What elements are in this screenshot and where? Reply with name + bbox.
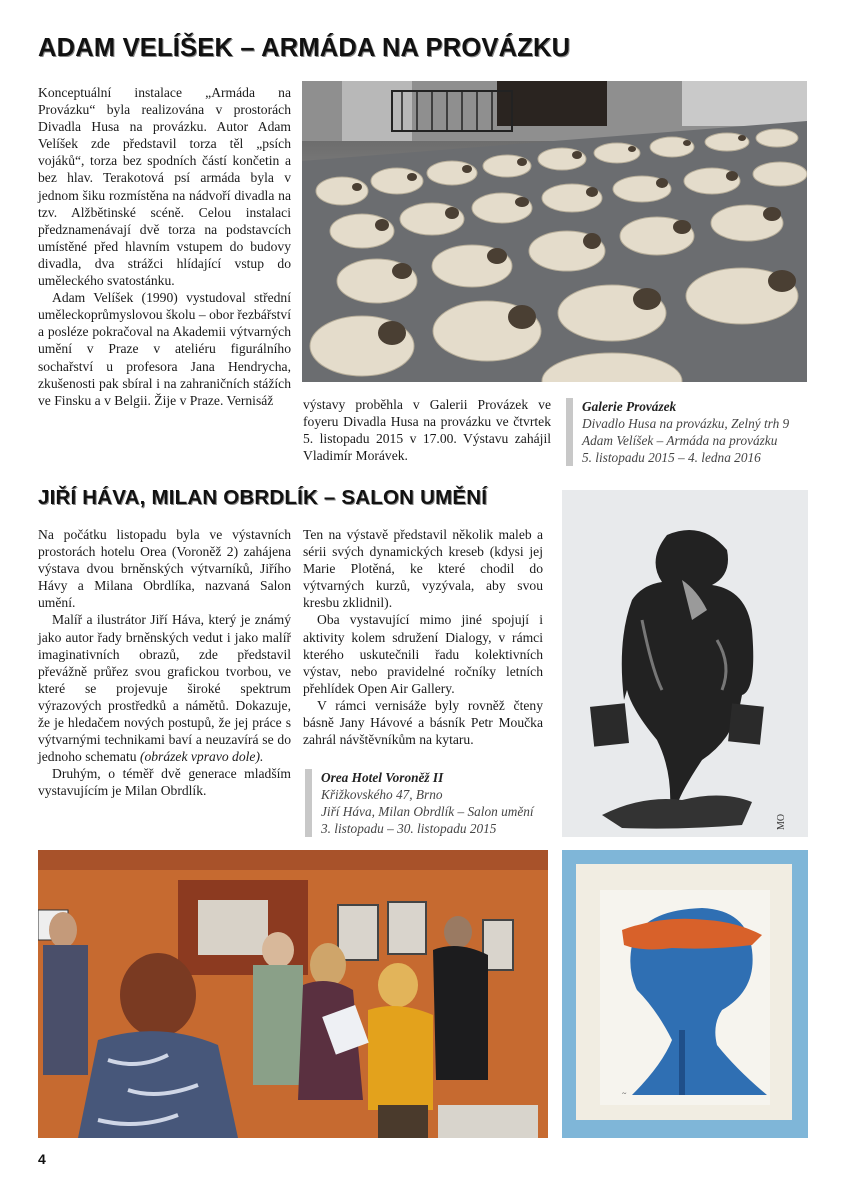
paragraph: Druhým, o téměř dvě generace mladším vystavujícím je Milan Obrdlík. xyxy=(38,766,291,799)
photo-charcoal-drawing xyxy=(562,490,808,837)
venue-address: Divadlo Husa na provázku, Zelný trh 9 xyxy=(582,416,790,431)
drawing-signature: MO xyxy=(776,813,787,830)
paragraph-text: Malíř a ilustrátor Jiří Háva, který je známý jako autor řady brněnských vedut i jako malíř imaginativních obrazů, zde představil převážně průřez svou grafickou tvorbou, ve které se projevuje široké spektrum výrazových prostředků a námětů. Dokazuje, že je hledačem nových postupů, že jej práce s výtvarnými technikami baví a neuzavírá se do jednoho schematu xyxy=(38,612,291,765)
exhibition-info-box xyxy=(566,398,832,466)
article-title: ADAM VELÍŠEK – ARMÁDA NA PROVÁZKU xyxy=(38,34,571,62)
print-signature-icon: ~ xyxy=(622,1089,627,1098)
image-reference: (obrázek vpravo dole). xyxy=(139,749,264,765)
paragraph: výstavy proběhla v Galerii Provázek ve foyeru Divadla Husa na provázku ve čtvrtek 5. listopadu 2015 v 17.00. Výstavu zahájil Vladimír Morávek. xyxy=(303,397,551,464)
charcoal-figure-illustration xyxy=(562,490,808,837)
exhibition-name: Adam Velíšek – Armáda na provázku xyxy=(582,433,778,448)
paragraph: Oba vystavující mimo jiné spojují i aktivity kolem sdružení Dialogy, v rámci kterého uskutečnili řadu kolektivních výstav, nebo pravidelné ročníky letních přehlídek Open Air Gallery. xyxy=(303,612,543,696)
paragraph: Konceptuální instalace „Armáda na Provázku“ byla realizována v prostorách Divadla Husa na provázku. Autor Adam Velíšek zde představil torza těl „psích vojáků“, torza bez spodních částí končetin a bez hlav. Terakotová psí armáda byla v jednom šiku rozmístěna na nádvoří divadla na tzv. Alžbětinské scéně. Celou instalaci předznamenávají dvě torza na podstavcích umístěné před hlavním vstupem do budovy divadla, dva strážci hlídající vstup do uměleckého svatostánku. xyxy=(38,85,291,289)
venue-address: Křižkovského 47, Brno xyxy=(321,787,443,802)
article-column xyxy=(38,84,291,409)
exhibition-dates: 5. listopadu 2015 – 4. ledna 2016 xyxy=(582,450,761,465)
article-column xyxy=(303,396,551,464)
exhibition-info-box xyxy=(305,769,571,837)
venue-name: Galerie Provázek xyxy=(582,399,677,414)
vernissage-crowd-illustration xyxy=(38,850,548,1138)
exhibition-name: Jiří Háva, Milan Obrdlík – Salon umění xyxy=(321,804,534,819)
blue-head-print-illustration xyxy=(562,850,808,1138)
photo-vernissage-crowd xyxy=(38,850,548,1138)
photo-dog-torsos-installation xyxy=(302,81,807,382)
paragraph: V rámci vernisáže byly rovněž čteny básně Jany Hávové a básník Petr Moučka zahrál návštěvníkům na kytaru. xyxy=(303,697,543,748)
paragraph: Ten na výstavě představil několik maleb a sérii svých dynamických kreseb (kdysi jej Marie Plotěná, ke které chodil do výtvarných kurzů, vyzývala, aby svou kresbu zklidnil). xyxy=(303,527,543,611)
photo-blue-head-print xyxy=(562,850,808,1138)
venue-name: Orea Hotel Voroněž II xyxy=(321,770,444,785)
paragraph: Adam Velíšek (1990) vystudoval střední uměleckoprůmyslovou školu – obor řezbářství a posléze pokračoval na Akademii výtvarných umění v Praze v ateliéru figurálního sochařství u profesora Jana Hendrycha, zkušenosti pak sbíral i na zahraničních stážích ve Finsku a v Belgii. Žije v Praze. Vernisáž xyxy=(38,290,291,408)
paragraph xyxy=(38,611,291,765)
article-title: JIŘÍ HÁVA, MILAN OBRDLÍK – SALON UMĚNÍ xyxy=(38,486,488,509)
article-column xyxy=(303,526,543,748)
exhibition-dates: 3. listopadu – 30. listopadu 2015 xyxy=(321,821,497,836)
page-number: 4 xyxy=(38,1151,46,1167)
paragraph: Na počátku listopadu byla ve výstavních prostorách hotelu Orea (Voroněž 2) zahájena výstava dvou brněnských výtvarníků, Jiřího Hávy a Milana Obrdlíka, nazvaná Salon umění. xyxy=(38,527,291,611)
dog-torsos-illustration xyxy=(302,81,807,382)
article-column xyxy=(38,526,291,800)
